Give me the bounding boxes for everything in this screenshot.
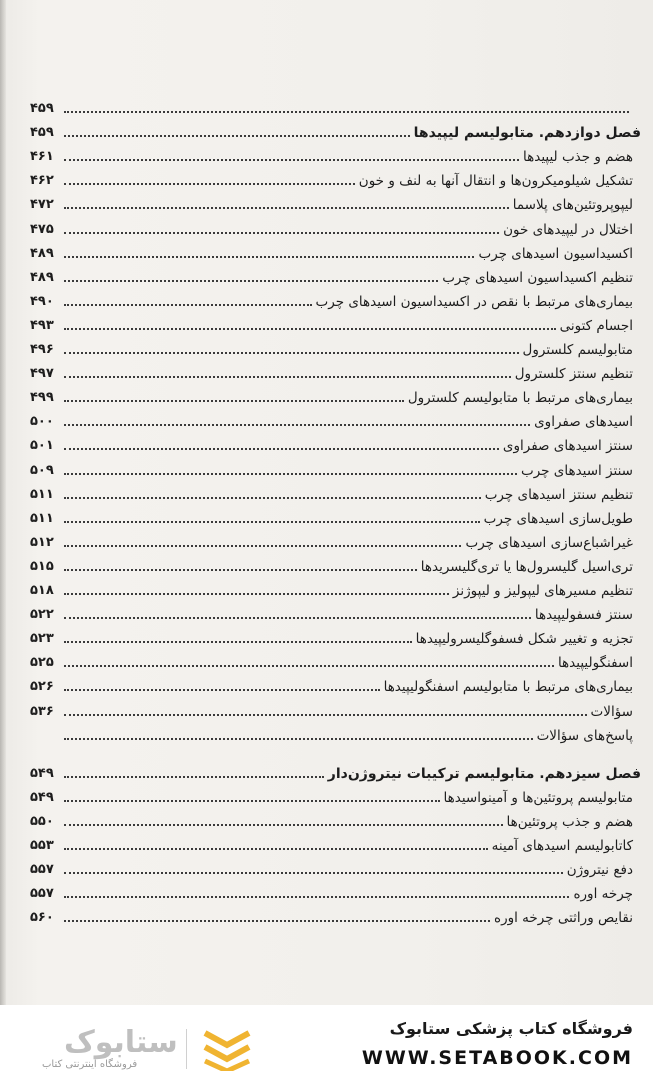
toc-entry-row [30, 809, 633, 831]
dot-leader [64, 920, 490, 922]
toc-entry-row [30, 361, 633, 383]
toc-entry-row [30, 699, 633, 721]
dot-leader [64, 617, 531, 619]
dot-leader [64, 545, 461, 547]
store-name: فروشگاه کتاب پزشکی ستابوک [389, 1019, 633, 1038]
entry-title: اسیدهای صفراوی [534, 414, 633, 431]
entry-title: سؤالات [590, 703, 633, 720]
page-number: ۵۳۶ [30, 703, 54, 719]
entry-title: غیراشباع‌سازی اسیدهای چرب [465, 534, 633, 551]
toc-entry-row [30, 241, 633, 263]
toc-entry-row [30, 857, 633, 879]
dot-leader [64, 256, 474, 258]
dot-leader [64, 872, 563, 874]
toc-entry-row [30, 409, 633, 431]
dot-leader [64, 641, 412, 643]
dot-leader [64, 352, 519, 354]
dot-leader [64, 207, 509, 209]
page-number: ۴۸۹ [30, 269, 54, 285]
page-number: ۵۰۹ [30, 462, 54, 478]
toc-entry-row [30, 506, 633, 528]
dot-leader [64, 824, 503, 826]
dot-leader [64, 593, 449, 595]
store-logo[interactable] [18, 1025, 258, 1073]
toc-entry-row [30, 723, 633, 745]
page-number: ۴۵۹ [30, 101, 54, 116]
dot-leader [64, 424, 530, 426]
page-number: ۵۵۳ [30, 838, 54, 853]
page-number: ۴۷۲ [30, 197, 54, 213]
toc-entry-row [30, 833, 633, 855]
page-number: ۴۸۹ [30, 245, 54, 261]
page-number: ۵۴۹ [30, 789, 54, 805]
dot-leader [64, 896, 569, 898]
entry-title: هضم و جذب پروتئین‌ها [506, 813, 633, 830]
toc-entry-row [30, 192, 633, 214]
dot-leader [64, 448, 499, 450]
page-number: ۴۹۹ [30, 390, 54, 406]
entry-title: بیماری‌های مرتبط با متابولیسم کلسترول [407, 390, 633, 407]
page-number: ۵۱۱ [30, 486, 54, 502]
logo-tagline: فروشگاه اینترنتی کتاب [42, 1059, 138, 1070]
chevron-logo-icon [201, 1027, 253, 1071]
toc-entry-row [30, 265, 633, 287]
logo-divider [186, 1029, 187, 1069]
toc-entry-row [30, 554, 633, 576]
page-number: ۵۵۷ [30, 886, 54, 902]
toc-entry-row [30, 337, 633, 359]
page-number: ۵۲۲ [30, 607, 54, 623]
dot-leader [64, 376, 511, 378]
page-number: ۵۱۵ [30, 558, 54, 574]
page-number: ۴۹۰ [30, 293, 54, 309]
dot-leader [64, 135, 410, 137]
toc-entry-row [30, 168, 633, 190]
toc-entry-row [30, 602, 633, 624]
entry-title: پاسخ‌های سؤالات [536, 727, 633, 744]
entry-title: سنتز اسیدهای چرب [520, 462, 633, 479]
page-number: ۵۲۶ [30, 679, 54, 695]
entry-title: تنظیم سنتز کلسترول [514, 366, 633, 383]
entry-title: اختلال در لیپیدهای خون [503, 221, 633, 238]
chapter-title: فصل سیزدهم. متابولیسم ترکیبات نیتروژن‌دار [327, 765, 641, 782]
dot-leader [64, 665, 554, 667]
toc-entry-row [30, 674, 633, 696]
dot-leader [64, 714, 587, 716]
toc-entry-row [30, 530, 633, 552]
toc-entry-row [30, 433, 633, 455]
toc-entry-row [30, 881, 633, 903]
entry-title: متابولیسم پروتئین‌ها و آمینواسیدها [443, 789, 633, 806]
entry-title: نقایص وراثتی چرخه اوره [494, 910, 633, 927]
logo-wordmark: ستابوک [64, 1025, 178, 1060]
entry-title: تری‌اسیل گلیسرول‌ها یا تری‌گلیسریدها [420, 558, 633, 575]
dot-leader [64, 569, 417, 571]
entry-title: طویل‌سازی اسیدهای چرب [483, 510, 633, 527]
entry-title: تنظیم اکسیداسیون اسیدهای چرب [442, 269, 633, 286]
page-number: ۵۱۲ [30, 534, 54, 550]
dot-leader [64, 400, 404, 402]
toc-entry-row [30, 905, 633, 927]
chapter-title: فصل دوازدهم. متابولیسم لیپیدها [413, 125, 641, 142]
page-number: ۵۶۰ [30, 910, 54, 926]
entry-title: تنظیم مسیرهای لیپولیز و لیپوژنز [452, 583, 633, 599]
toc-entry-row [30, 96, 633, 118]
dot-leader [64, 689, 380, 691]
page-number: ۴۹۷ [30, 366, 54, 382]
toc-entry-row [30, 626, 633, 648]
store-url-link[interactable]: WWW.SETABOOK.COM [361, 1047, 633, 1069]
toc-entry-row [30, 785, 633, 807]
page-number: ۵۲۵ [30, 655, 54, 671]
store-footer [0, 1005, 653, 1080]
toc-entry-row [30, 650, 633, 672]
entry-title: هضم و جذب لیپیدها [523, 149, 633, 166]
entry-title: بیماری‌های مرتبط با نقص در اکسیداسیون اسیدهای چرب [315, 293, 633, 310]
dot-leader [64, 232, 499, 234]
toc-entry-row [30, 217, 633, 239]
toc-entry-row [30, 313, 633, 335]
dot-leader [64, 328, 556, 330]
dot-leader [64, 473, 517, 475]
toc-entry-row [30, 289, 633, 311]
entry-title: متابولیسم کلسترول [522, 342, 633, 358]
entry-title: لیپوپروتئین‌های پلاسما [512, 197, 633, 214]
entry-title: اسفنگولیپیدها [557, 655, 633, 672]
entry-title: سنتز فسفولیپیدها [534, 607, 633, 624]
toc-entry-row [30, 482, 633, 504]
dot-leader [64, 280, 438, 282]
page-number: ۴۹۶ [30, 342, 54, 357]
page-number: ۵۰۱ [30, 438, 54, 454]
toc-entry-row [30, 144, 633, 166]
page-number: ۴۶۱ [30, 149, 54, 165]
page-number: ۵۱۸ [30, 583, 54, 598]
chapter-heading-row [30, 120, 641, 142]
entry-title: کاتابولیسم اسیدهای آمینه [491, 838, 633, 854]
dot-leader [64, 521, 480, 523]
dot-leader [64, 497, 481, 499]
entry-title: اکسیداسیون اسیدهای چرب [478, 245, 633, 262]
toc-entry-row [30, 385, 633, 407]
page-number: ۴۹۳ [30, 317, 54, 333]
page-number: ۴۶۲ [30, 173, 54, 189]
dot-leader [64, 159, 519, 161]
entry-title: تنظیم سنتز اسیدهای چرب [484, 486, 633, 503]
entry-title: دفع نیتروژن [566, 862, 633, 879]
page-number: ۵۰۰ [30, 414, 54, 430]
chapter-heading-row [30, 761, 641, 783]
page-number: ۴۵۹ [30, 125, 54, 141]
toc-entry-row [30, 578, 633, 600]
entry-title: تشکیل شیلومیکرون‌ها و انتقال آنها به لنف و خون [358, 173, 633, 190]
dot-leader [64, 183, 355, 185]
entry-title: اجسام کتونی [559, 317, 633, 334]
dot-leader [64, 111, 629, 113]
entry-title: تجزیه و تغییر شکل فسفوگلیسرولیپیدها [415, 631, 633, 648]
dot-leader [64, 738, 533, 740]
page-number: ۴۷۵ [30, 221, 54, 237]
page-number: ۵۵۰ [30, 813, 54, 829]
entry-title: چرخه اوره [573, 886, 633, 903]
dot-leader [64, 776, 324, 778]
page-number: ۵۵۷ [30, 862, 54, 878]
toc-entry-row [30, 458, 633, 480]
page-number: ۵۲۳ [30, 631, 54, 647]
dot-leader [64, 800, 440, 802]
dot-leader [64, 304, 312, 306]
entry-title: سنتز اسیدهای صفراوی [502, 438, 633, 455]
entry-title: بیماری‌های مرتبط با متابولیسم اسفنگولیپیدها [383, 679, 633, 696]
page-number: ۵۱۱ [30, 510, 54, 526]
dot-leader [64, 848, 488, 850]
page-number: ۵۴۹ [30, 765, 54, 781]
